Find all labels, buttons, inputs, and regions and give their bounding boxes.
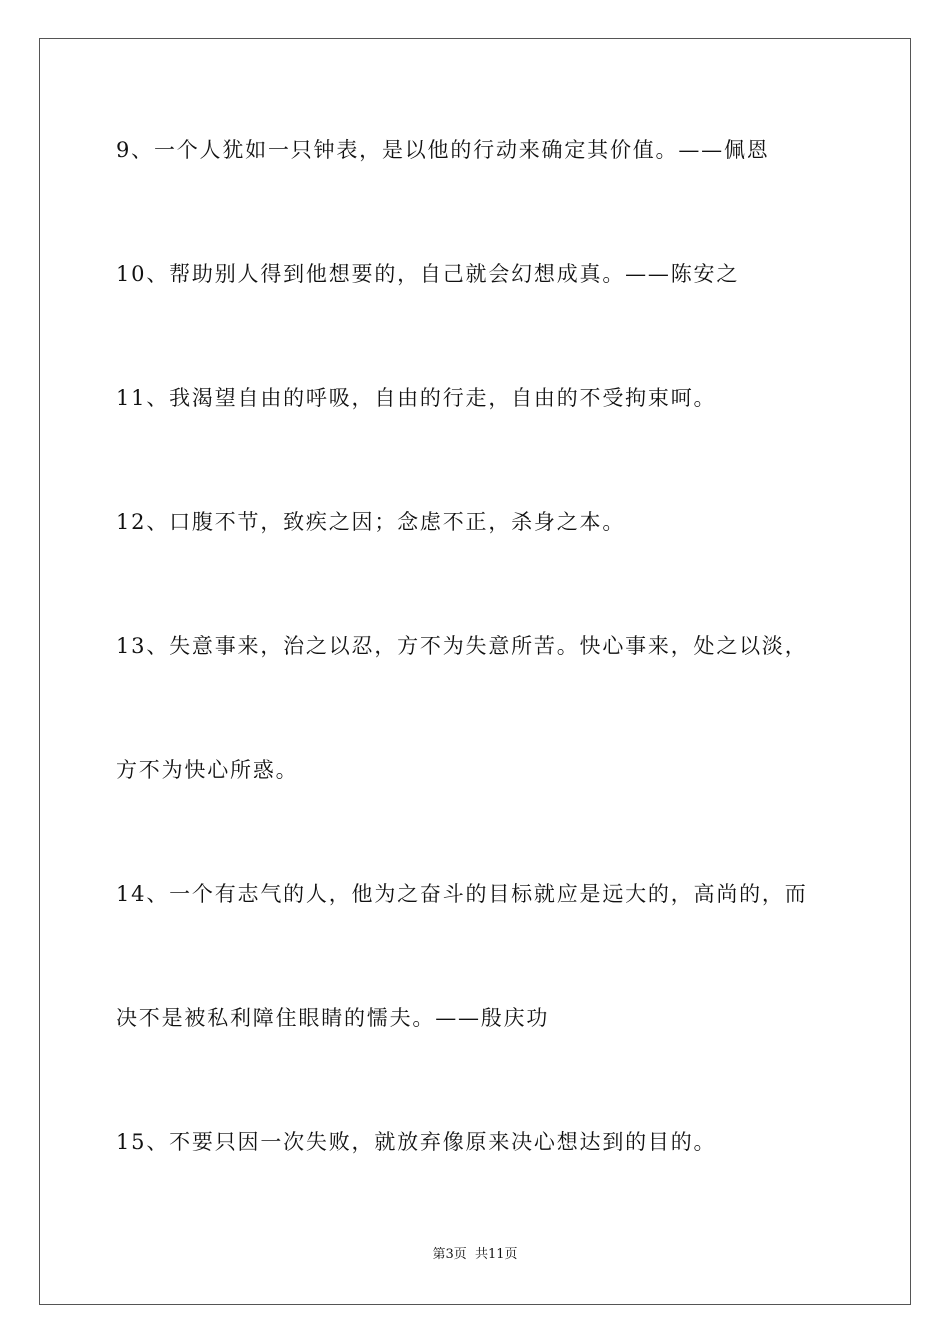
quote-line-13-cont: 方不为快心所惑。 [116,758,299,782]
quote-line-10: 10、帮助别人得到他想要的，自己就会幻想成真。——陈安之 [116,262,740,286]
quote-line-14: 14、一个有志气的人，他为之奋斗的目标就应是远大的，高尚的，而 [116,882,808,906]
quote-line-9: 9、一个人犹如一只钟表，是以他的行动来确定其价值。——佩恩 [116,138,770,162]
page-border [39,38,911,1305]
quote-line-11: 11、我渴望自由的呼吸，自由的行走，自由的不受拘束呵。 [116,386,717,410]
quote-line-12: 12、口腹不节，致疾之因；念虑不正，杀身之本。 [116,510,626,534]
quote-line-14-cont: 决不是被私利障住眼睛的懦夫。——殷庆功 [116,1006,550,1030]
quote-line-13: 13、失意事来，治之以忍，方不为失意所苦。快心事来，处之以淡， [116,634,808,658]
quote-line-15: 15、不要只因一次失败，就放弃像原来决心想达到的目的。 [116,1130,717,1154]
page-number-footer: 第3页 共11页 [432,1247,518,1262]
